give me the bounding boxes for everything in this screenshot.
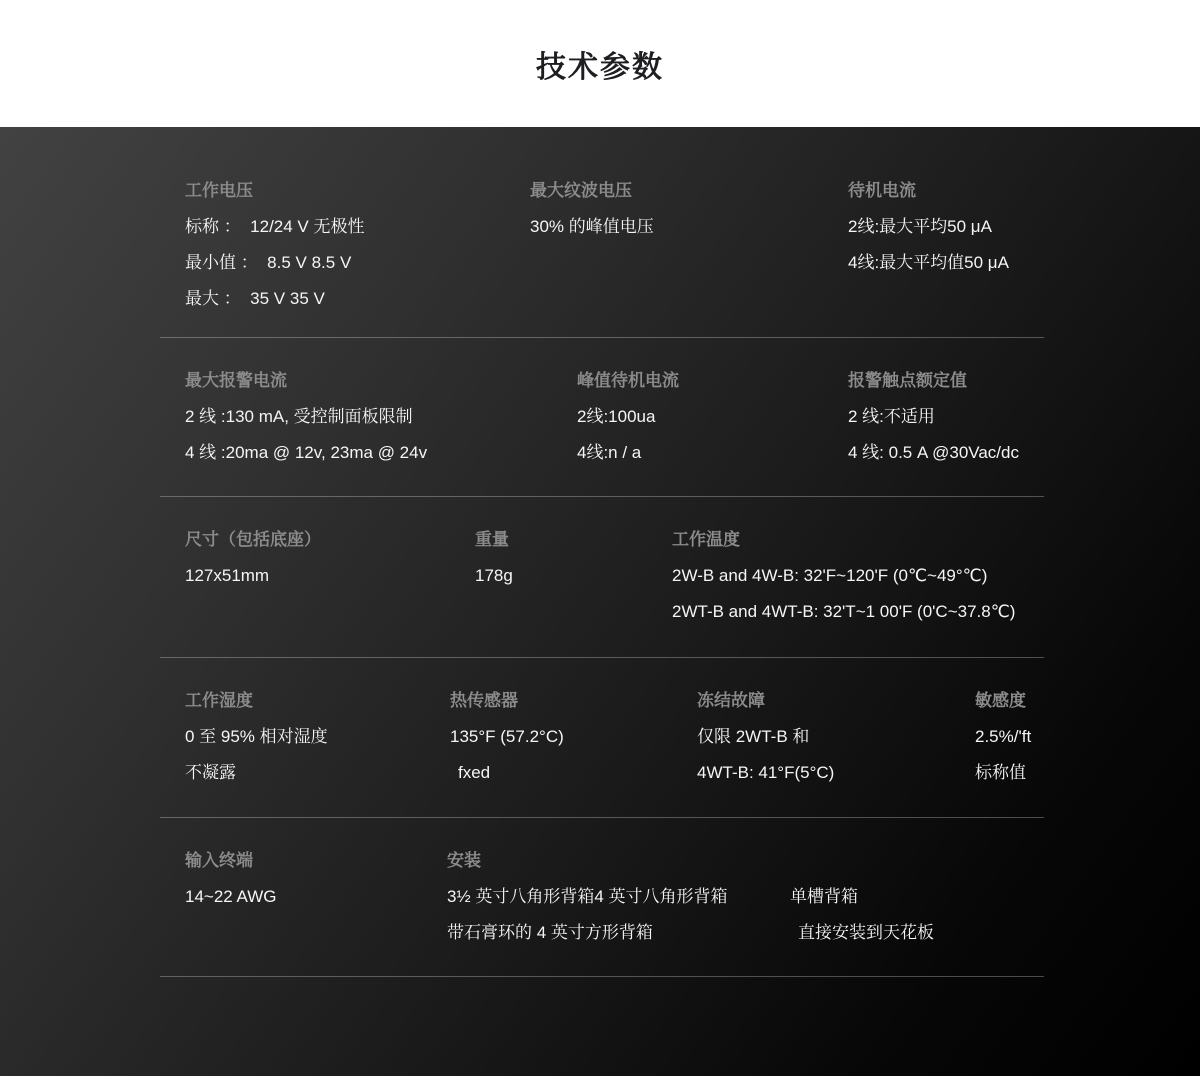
spec-value: 30% 的峰值电压 (530, 217, 654, 236)
spec-column (848, 371, 1044, 496)
spec-column (848, 181, 1044, 337)
spec-value: 标称值 (975, 763, 1026, 782)
spec-label: 工作湿度 (185, 691, 253, 710)
spec-value: 2 线:不适用 (848, 407, 935, 426)
spec-value: 不凝露 (185, 763, 236, 782)
spec-row-alarm-current (160, 338, 1044, 497)
spec-column (975, 691, 1044, 817)
spec-value: 14~22 AWG (185, 887, 277, 906)
spec-column (185, 181, 530, 337)
spec-label: 工作温度 (672, 530, 740, 549)
spec-label: 尺寸（包括底座） (185, 530, 321, 549)
spec-column (672, 530, 1044, 657)
spec-value: 最大 ： 35 V 35 V (185, 289, 325, 308)
spec-label: 待机电流 (848, 181, 916, 200)
spec-value: 2.5%/'ft (975, 727, 1032, 746)
spec-column (185, 851, 447, 976)
spec-label: 工作电压 (185, 181, 253, 200)
spec-row-humidity-sensors (160, 658, 1044, 818)
spec-value: 直接安装到天花板 (798, 923, 934, 942)
spec-value: 单槽背箱 (790, 887, 858, 906)
spec-value: 2线:最大平均50 μA (848, 217, 992, 236)
spec-value-pair (447, 879, 1044, 915)
spec-column (577, 371, 848, 496)
spec-row-terminals-mounting (160, 818, 1044, 977)
spec-label: 安装 (447, 851, 481, 870)
spec-value: 2 线 :130 mA, 受控制面板限制 (185, 407, 413, 426)
spec-value: 仅限 2WT-B 和 (697, 727, 810, 746)
spec-column (185, 530, 475, 657)
spec-column (530, 181, 848, 337)
title-band (0, 0, 1200, 127)
spec-label: 冻结故障 (697, 691, 765, 710)
spec-label: 最大报警电流 (185, 371, 287, 390)
spec-row-operating-voltage (160, 127, 1044, 338)
spec-value: 178g (475, 566, 513, 585)
spec-value: 标称 ： 12/24 V 无极性 (185, 217, 365, 236)
spec-value: 2WT-B and 4WT-B: 32'T~1 00'F (0'C~37.8℃) (672, 602, 1016, 621)
spec-value: 4线:最大平均值50 μA (848, 253, 1009, 272)
spec-column (447, 851, 1044, 976)
spec-value: 2线:100ua (577, 407, 656, 426)
spec-value: 4 线: 0.5 A @30Vac/dc (848, 443, 1019, 462)
spec-label: 热传感器 (450, 691, 518, 710)
spec-label: 输入终端 (185, 851, 253, 870)
spec-value: fxed (458, 763, 491, 782)
footer-space (160, 977, 1044, 1076)
spec-value-pair (447, 915, 1044, 951)
spec-value: 3½ 英寸八角形背箱4 英寸八角形背箱 (447, 887, 728, 906)
spec-label: 报警触点额定值 (848, 371, 967, 390)
spec-row-dimensions (160, 497, 1044, 658)
spec-value: 4线:n / a (577, 443, 642, 462)
spec-value: 127x51mm (185, 566, 270, 585)
spec-column (450, 691, 697, 817)
spec-value: 4WT-B: 41°F(5°C) (697, 763, 835, 782)
spec-value: 0 至 95% 相对湿度 (185, 727, 328, 746)
spec-column (185, 371, 577, 496)
spec-column (185, 691, 450, 817)
spec-value: 2W-B and 4W-B: 32'F~120'F (0℃~49°℃) (672, 566, 988, 585)
spec-value: 135°F (57.2°C) (450, 727, 564, 746)
spec-column (475, 530, 672, 657)
spec-label: 峰值待机电流 (577, 371, 679, 390)
spec-label: 最大纹波电压 (530, 181, 632, 200)
spec-value: 4 线 :20ma @ 12v, 23ma @ 24v (185, 443, 428, 462)
spec-column (697, 691, 975, 817)
spec-label: 重量 (475, 530, 509, 549)
spec-value: 带石膏环的 4 英寸方形背箱 (447, 923, 653, 942)
spec-value: 最小值 ： 8.5 V 8.5 V (185, 253, 352, 272)
spec-label: 敏感度 (975, 691, 1026, 710)
spec-panel (0, 127, 1200, 1076)
page-title: 技术参数 (536, 50, 664, 84)
spec-content (160, 127, 1044, 1076)
